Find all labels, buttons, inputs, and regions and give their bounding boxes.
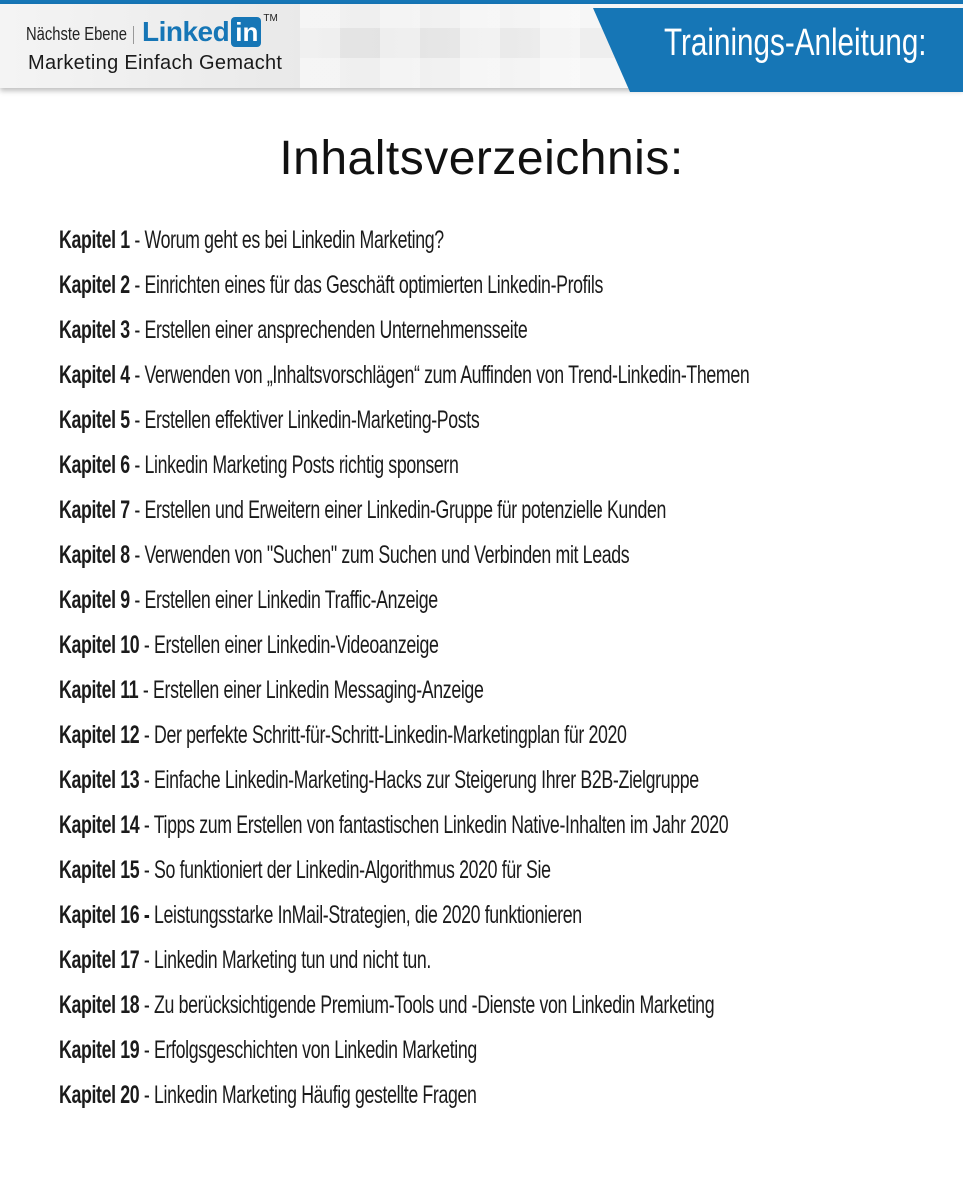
toc-item [59,312,684,357]
chapter-title: - Erfolgsgeschichten von Linkedin Marketing [139,1036,477,1064]
chapter-title: - Der perfekte Schritt-für-Schritt-Linkedin-Marketingplan für 2020 [139,721,627,749]
chapter-number: Kapitel 13 [59,766,140,794]
chapter-number: Kapitel 7 [59,496,130,524]
toc-item [59,1077,684,1122]
brand-divider [133,26,134,44]
chapter-title: - Tipps zum Erstellen von fantastischen Linkedin Native-Inhalten im Jahr 2020 [139,811,729,839]
chapter-number: Kapitel 14 [59,811,140,839]
brand-tagline: Marketing Einfach Gemacht [28,52,283,74]
toc-item [59,717,684,762]
chapter-title: - Erstellen und Erweitern einer Linkedin-Gruppe für potenzielle Kunden [129,496,667,524]
toc-item [59,357,750,402]
toc-item [59,582,684,627]
toc-item [59,447,684,492]
chapter-title: - Linkedin Marketing tun und nicht tun. [139,946,431,974]
page-header [0,4,963,88]
table-of-contents [59,222,939,1122]
chapter-title: - Erstellen einer ansprechenden Unternehmensseite [129,316,528,344]
linkedin-logo-box: in [231,17,261,47]
chapter-number: Kapitel 6 [59,451,130,479]
chapter-title: Leistungsstarke InMail-Strategien, die 2020 funktionieren [149,901,582,929]
chapter-number: Kapitel 3 [59,316,130,344]
toc-item [59,222,684,267]
chapter-title: - Einrichten eines für das Geschäft optimierten Linkedin-Profils [129,271,603,299]
chapter-number: Kapitel 5 [59,406,130,434]
chapter-number: Kapitel 11 [59,676,139,704]
toc-item [59,852,684,897]
chapter-title: - Erstellen einer Linkedin Messaging-Anzeige [138,676,484,704]
chapter-number: Kapitel 18 [59,991,140,1019]
banner-title: Trainings-Anleitung: [664,22,927,64]
toc-item [59,762,699,807]
chapter-number: Kapitel 20 [59,1081,140,1109]
header-background-pattern [300,4,640,88]
toc-item [59,537,684,582]
toc-item [59,627,684,672]
chapter-title: - Verwenden von "Suchen" zum Suchen und Verbinden mit Leads [129,541,630,569]
chapter-number: Kapitel 19 [59,1036,140,1064]
linkedin-logo-word: Linked [142,16,230,47]
toc-item [59,672,684,717]
chapter-number: Kapitel 17 [59,946,140,974]
chapter-title: - Linkedin Marketing Posts richtig sponsern [129,451,459,479]
toc-item [59,897,684,942]
chapter-number: Kapitel 2 [59,271,130,299]
chapter-number: Kapitel 9 [59,586,130,614]
chapter-number: Kapitel 16 - [59,901,150,929]
chapter-title: - Linkedin Marketing Häufig gestellte Fragen [139,1081,477,1109]
toc-item [59,807,729,852]
chapter-title: - Verwenden von „Inhaltsvorschlägen“ zum Auffinden von Trend-Linkedin-Themen [129,361,750,389]
chapter-title: - Einfache Linkedin-Marketing-Hacks zur Steigerung Ihrer B2B-Zielgruppe [139,766,699,794]
chapter-title: - So funktioniert der Linkedin-Algorithmus 2020 für Sie [139,856,551,884]
chapter-number: Kapitel 12 [59,721,140,749]
toc-item [59,942,684,987]
toc-item [59,267,684,312]
toc-item [59,1032,684,1077]
chapter-number: Kapitel 4 [59,361,130,389]
brand-prefix: Nächste Ebene [26,24,127,44]
chapter-number: Kapitel 15 [59,856,140,884]
chapter-title: - Worum geht es bei Linkedin Marketing? [129,226,444,254]
chapter-number: Kapitel 10 [59,631,140,659]
chapter-number: Kapitel 1 [59,226,130,254]
toc-item [59,402,684,447]
linkedin-logo-icon [142,12,278,52]
chapter-number: Kapitel 8 [59,541,130,569]
chapter-title: - Zu berücksichtigende Premium-Tools und -Dienste von Linkedin Marketing [139,991,715,1019]
toc-item [59,492,684,537]
chapter-title: - Erstellen einer Linkedin Traffic-Anzeige [129,586,438,614]
chapter-title: - Erstellen effektiver Linkedin-Marketing-Posts [129,406,480,434]
page-title: Inhaltsverzeichnis: [279,132,684,185]
chapter-title: - Erstellen einer Linkedin-Videoanzeige [139,631,439,659]
toc-item [59,987,715,1032]
trademark-mark: TM [263,13,278,24]
